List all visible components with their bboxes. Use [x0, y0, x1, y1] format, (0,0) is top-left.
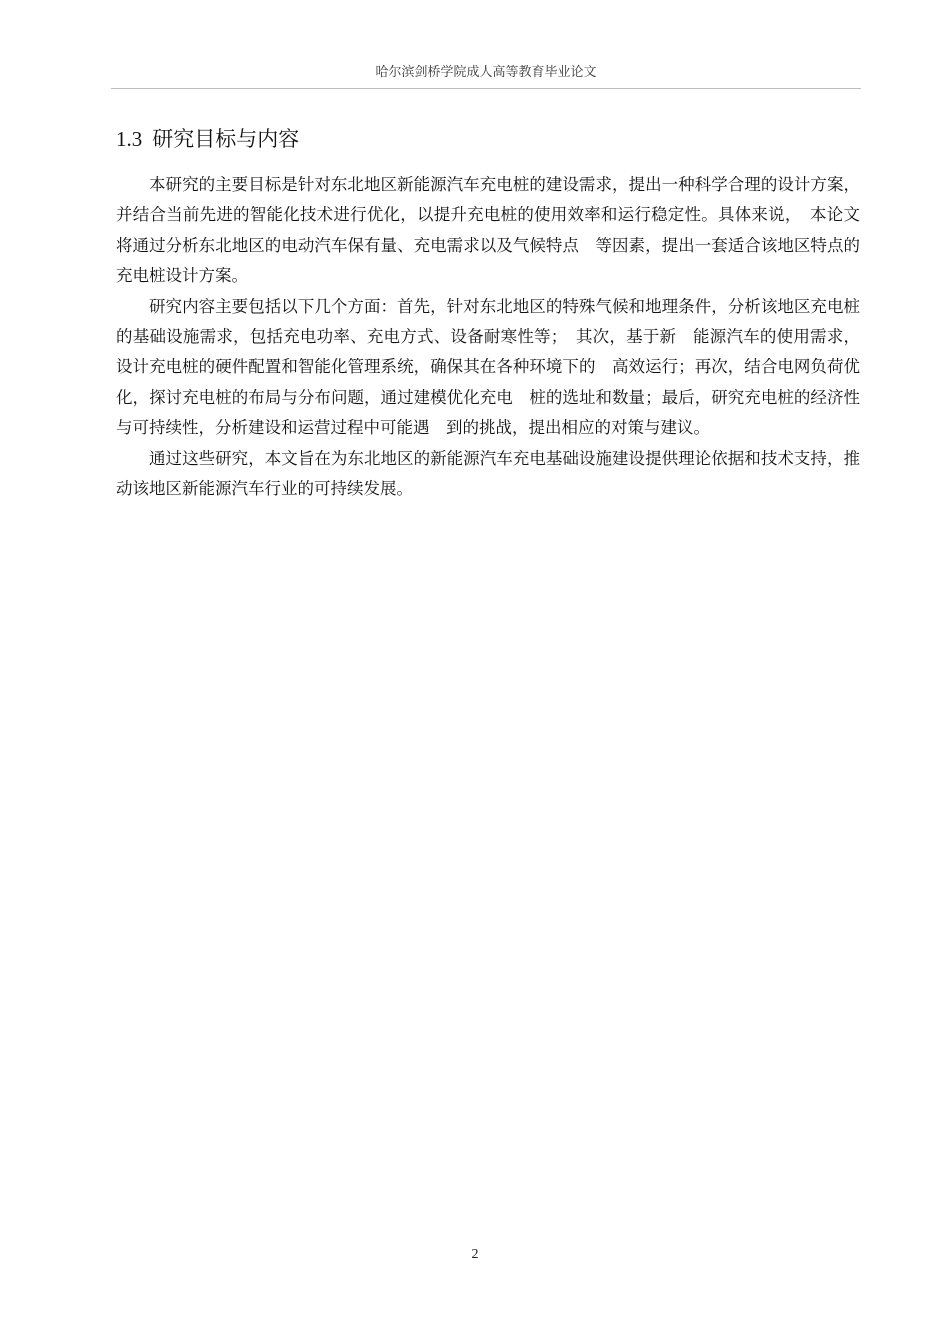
- header-title: 哈尔滨剑桥学院成人高等教育毕业论文: [375, 65, 597, 80]
- paragraph-conclusion: 通过这些研究，本文旨在为东北地区的新能源汽车充电基础设施建设提供理论依据和技术支持，推动该地区新能源汽车行业的可持续发展。: [116, 448, 860, 499]
- section-title: 研究目标与内容: [152, 127, 300, 151]
- paragraph-goals: 本研究的主要目标是针对东北地区新能源汽车充电桩的建设需求，提出一种科学合理的设计方案，并结合当前先进的智能化技术进行优化，以提升充电桩的使用效率和运行稳定性。具体来说， 本论文将通过分析东北地区的电动汽车保有量、充电需求以及气候特点 等因素，提出一套适合该地区特点的充电桩设计方案。: [116, 175, 860, 286]
- page-header: [111, 58, 861, 89]
- paragraph-content: 研究内容主要包括以下几个方面：首先，针对东北地区的特殊气候和地理条件，分析该地区充电桩的基础设施需求，包括充电功率、充电方式、设备耐寒性等； 其次，基于新 能源汽车的使用需求，设计充电桩的硬件配置和智能化管理系统，确保其在各种环境下的 高效运行；再次，结合电网负荷优化，探讨充电桩的布局与分布问题，通过建模优化充电 桩的选址和数量；最后，研究充电桩的经济性与可持续性，分析建设和运营过程中可能遇 到的挑战，提出相应的对策与建议。: [116, 296, 860, 438]
- body-text: [116, 170, 860, 504]
- section-number: 1.3: [116, 127, 143, 151]
- section-heading: [116, 122, 299, 156]
- page-number: 2: [471, 1247, 479, 1262]
